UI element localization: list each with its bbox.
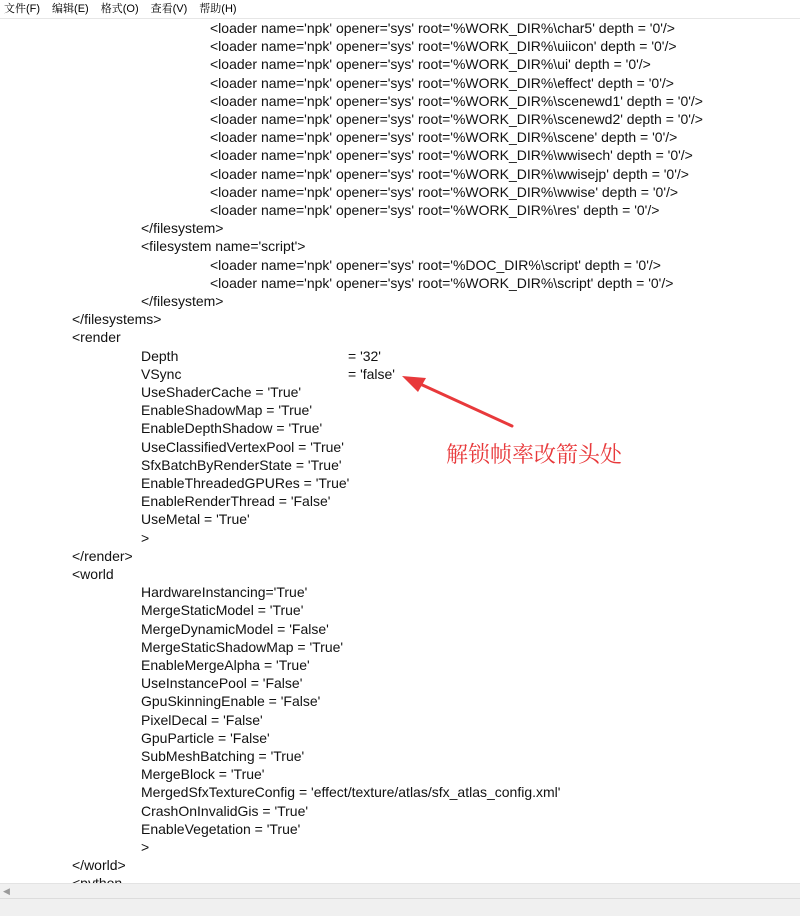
code-line bbox=[141, 456, 342, 474]
menu-format[interactable]: 格式(O) bbox=[100, 3, 139, 15]
code-line bbox=[141, 510, 250, 528]
code-text: HardwareInstancing='True' bbox=[141, 584, 308, 600]
code-line bbox=[141, 219, 223, 237]
code-line bbox=[141, 729, 270, 747]
code-line bbox=[141, 838, 149, 856]
code-line bbox=[210, 274, 673, 292]
code-line bbox=[72, 547, 133, 565]
code-text: MergedSfxTextureConfig = 'effect/texture/atlas/sfx_atlas_config.xml' bbox=[141, 784, 561, 800]
horizontal-scrollbar[interactable] bbox=[0, 883, 800, 898]
code-text: EnableShadowMap = 'True' bbox=[141, 402, 312, 418]
code-text: <loader name='npk' opener='sys' root='%WORK_DIR%\ui' depth = '0'/> bbox=[210, 56, 651, 72]
menu-file[interactable]: 文件(F) bbox=[4, 3, 41, 15]
code-text: <loader name='npk' opener='sys' root='%WORK_DIR%\scene' depth = '0'/> bbox=[210, 129, 678, 145]
code-line bbox=[210, 37, 677, 55]
code-text: </render> bbox=[72, 548, 133, 564]
code-line bbox=[141, 656, 310, 674]
code-text: MergeDynamicModel = 'False' bbox=[141, 621, 329, 637]
code-text: <loader name='npk' opener='sys' root='%WORK_DIR%\uiicon' depth = '0'/> bbox=[210, 38, 677, 54]
code-value: = 'false' bbox=[348, 366, 395, 382]
scroll-left-arrow-icon[interactable]: ◀ bbox=[3, 886, 10, 896]
code-line bbox=[72, 328, 121, 346]
code-line bbox=[210, 165, 689, 183]
code-line bbox=[72, 565, 114, 583]
code-text: <filesystem name='script'> bbox=[141, 238, 306, 254]
code-text: SfxBatchByRenderState = 'True' bbox=[141, 457, 342, 473]
code-text: <loader name='npk' opener='sys' root='%DOC_DIR%\script' depth = '0'/> bbox=[210, 257, 661, 273]
code-text: > bbox=[141, 839, 150, 855]
code-text: UseMetal = 'True' bbox=[141, 511, 250, 527]
code-line bbox=[141, 583, 307, 601]
code-text: GpuParticle = 'False' bbox=[141, 730, 270, 746]
code-line bbox=[141, 674, 302, 692]
code-text: <loader name='npk' opener='sys' root='%WORK_DIR%\char5' depth = '0'/> bbox=[210, 20, 675, 36]
code-line bbox=[141, 383, 301, 401]
menu-help[interactable]: 帮助(H) bbox=[199, 3, 237, 15]
code-text: EnableMergeAlpha = 'True' bbox=[141, 657, 310, 673]
code-text: <world bbox=[72, 566, 114, 582]
code-line bbox=[210, 201, 659, 219]
code-line bbox=[141, 783, 560, 801]
code-text: </world> bbox=[72, 857, 126, 873]
code-text: MergeStaticModel = 'True' bbox=[141, 602, 304, 618]
code-text: SubMeshBatching = 'True' bbox=[141, 748, 305, 764]
code-line bbox=[210, 128, 677, 146]
code-text: UseShaderCache = 'True' bbox=[141, 384, 302, 400]
code-line bbox=[210, 55, 651, 73]
code-line bbox=[210, 92, 703, 110]
menu-edit[interactable]: 编辑(E) bbox=[52, 3, 89, 15]
code-line bbox=[141, 492, 330, 510]
code-text: <loader name='npk' opener='sys' root='%WORK_DIR%\scenewd2' depth = '0'/> bbox=[210, 111, 703, 127]
code-text: <loader name='npk' opener='sys' root='%WORK_DIR%\wwisech' depth = '0'/> bbox=[210, 147, 693, 163]
code-text: <loader name='npk' opener='sys' root='%WORK_DIR%\wwise' depth = '0'/> bbox=[210, 184, 679, 200]
code-line bbox=[141, 620, 329, 638]
code-line bbox=[141, 529, 149, 547]
code-line bbox=[141, 638, 343, 656]
code-text: UseInstancePool = 'False' bbox=[141, 675, 303, 691]
code-text: MergeBlock = 'True' bbox=[141, 766, 265, 782]
code-line bbox=[210, 19, 675, 37]
code-text: <loader name='npk' opener='sys' root='%WORK_DIR%\script' depth = '0'/> bbox=[210, 275, 674, 291]
code-line bbox=[141, 237, 305, 255]
code-text: </filesystem> bbox=[141, 293, 224, 309]
code-text: EnableRenderThread = 'False' bbox=[141, 493, 331, 509]
code-text: EnableVegetation = 'True' bbox=[141, 821, 301, 837]
code-line bbox=[72, 874, 122, 882]
menu-view[interactable]: 查看(V) bbox=[150, 3, 188, 15]
text-editor-area[interactable] bbox=[0, 19, 800, 883]
code-text: <render bbox=[72, 329, 121, 345]
code-line bbox=[141, 401, 312, 419]
code-line bbox=[210, 146, 693, 164]
code-text: > bbox=[141, 530, 150, 546]
code-text: Depth bbox=[141, 348, 179, 364]
code-line bbox=[141, 292, 223, 310]
code-text: </filesystems> bbox=[72, 311, 162, 327]
code-text: <loader name='npk' opener='sys' root='%WORK_DIR%\wwisejp' depth = '0'/> bbox=[210, 166, 689, 182]
code-text: CrashOnInvalidGis = 'True' bbox=[141, 803, 309, 819]
code-line bbox=[141, 365, 181, 383]
code-text: EnableThreadedGPURes = 'True' bbox=[141, 475, 350, 491]
code-line bbox=[210, 256, 661, 274]
code-line bbox=[72, 856, 126, 874]
code-line bbox=[141, 419, 322, 437]
code-line bbox=[141, 747, 304, 765]
code-line bbox=[141, 711, 263, 729]
code-line bbox=[141, 765, 264, 783]
status-bar bbox=[0, 898, 800, 916]
code-text: UseClassifiedVertexPool = 'True' bbox=[141, 439, 344, 455]
code-text: <loader name='npk' opener='sys' root='%WORK_DIR%\scenewd1' depth = '0'/> bbox=[210, 93, 703, 109]
code-text: EnableDepthShadow = 'True' bbox=[141, 420, 323, 436]
code-line bbox=[210, 110, 703, 128]
code-text: PixelDecal = 'False' bbox=[141, 712, 263, 728]
code-line bbox=[210, 183, 678, 201]
code-line bbox=[141, 438, 344, 456]
code-line bbox=[141, 802, 308, 820]
code-line bbox=[141, 692, 320, 710]
code-line bbox=[141, 474, 349, 492]
code-text: <loader name='npk' opener='sys' root='%WORK_DIR%\effect' depth = '0'/> bbox=[210, 75, 674, 91]
code-text: VSync bbox=[141, 366, 182, 382]
code-text: <loader name='npk' opener='sys' root='%WORK_DIR%\res' depth = '0'/> bbox=[210, 202, 660, 218]
code-line bbox=[210, 74, 674, 92]
menu-bar bbox=[0, 0, 800, 19]
code-text: MergeStaticShadowMap = 'True' bbox=[141, 639, 344, 655]
annotation-label: 解锁帧率改箭头处 bbox=[446, 442, 623, 467]
code-text: </filesystem> bbox=[141, 220, 224, 236]
code-value: = '32' bbox=[348, 348, 381, 364]
code-line bbox=[141, 601, 303, 619]
code-line bbox=[141, 820, 300, 838]
code-line bbox=[72, 310, 161, 328]
code-line bbox=[141, 347, 178, 365]
code-text: GpuSkinningEnable = 'False' bbox=[141, 693, 321, 709]
